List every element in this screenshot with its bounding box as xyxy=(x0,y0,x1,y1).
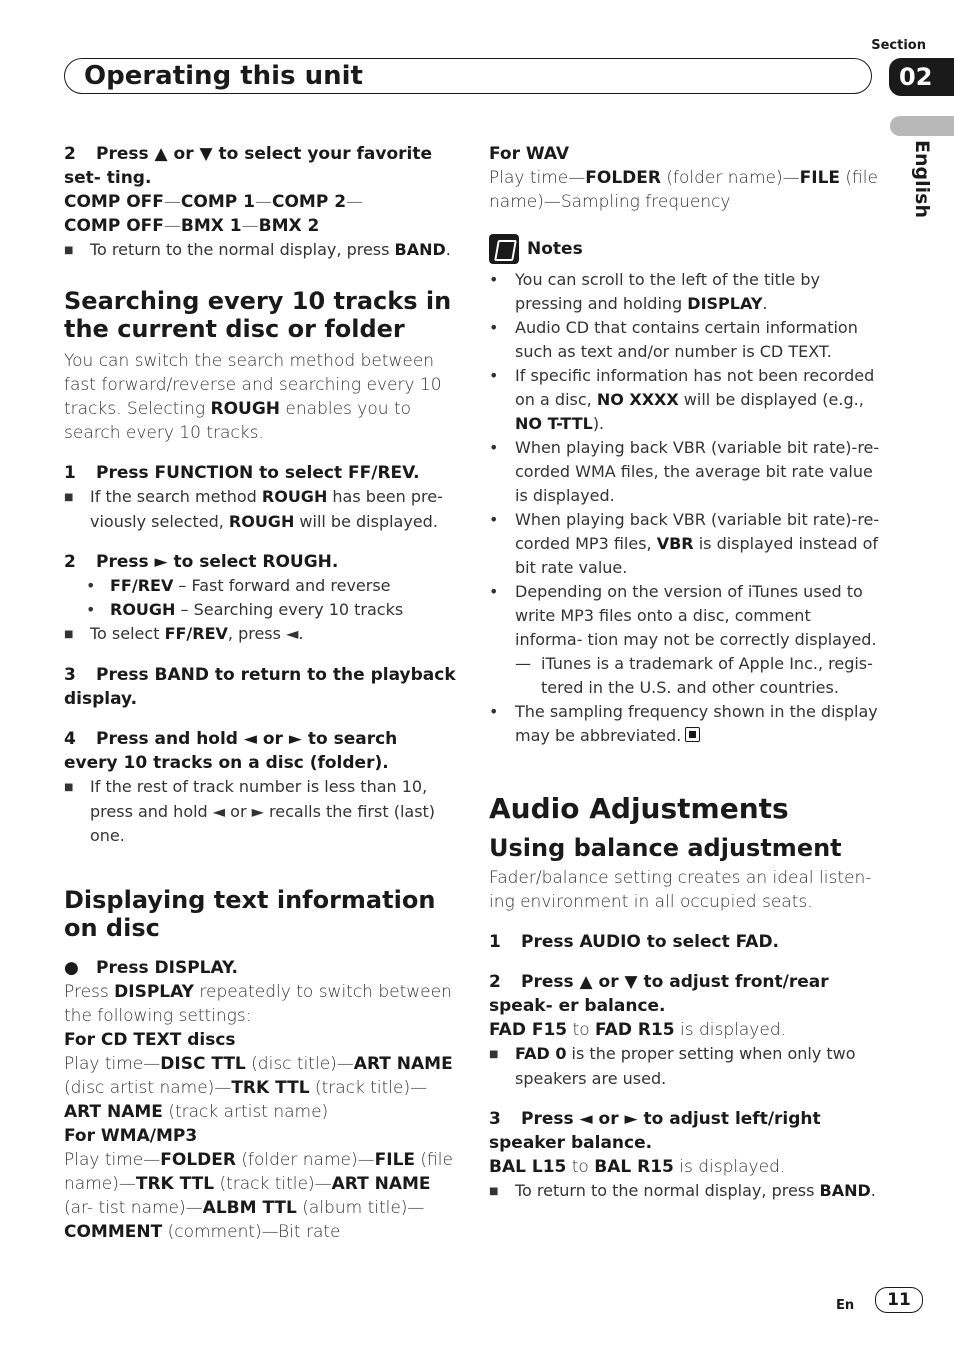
audio-adjustments-heading: Audio Adjustments xyxy=(489,792,789,825)
page-title: Operating this unit xyxy=(84,61,363,91)
cd-text-heading: For CD TEXT discs xyxy=(64,1030,236,1050)
search-step-2-note: ■ To select FF/REV, press ◄. xyxy=(64,622,456,647)
language-tab-label: English xyxy=(911,140,933,218)
wav-heading: For WAV xyxy=(489,144,570,164)
note-4: • When playing back VBR (variable bit rate)-re- corded WMA files, the average bit rate value is displayed. xyxy=(489,438,880,505)
end-of-section-icon xyxy=(685,727,700,742)
display-heading: Displaying text information on disc xyxy=(64,886,436,942)
balance-step-2-body: FAD F15 to FAD R15 is displayed. xyxy=(489,1020,787,1040)
language-tab-marker xyxy=(890,116,954,136)
search-step-1: 1 Press FUNCTION to select FF/REV. xyxy=(64,463,420,483)
cd-text-sequence: Play time—DISC TTL (disc title)—ART NAME (disc artist name)—TRK TTL (track title)— ART NAME (track artist name) xyxy=(64,1054,453,1122)
bullet-rough: • ROUGH – Searching every 10 tracks xyxy=(86,600,404,619)
page-number: 11 xyxy=(875,1287,923,1313)
note-6: • Depending on the version of iTunes used to write MP3 files onto a disc, comment informa- tion may not be correctly displayed. xyxy=(489,582,877,649)
balance-step-2: 2 Press ▲ or ▼ to adjust front/rear speak- er balance. xyxy=(489,972,829,1016)
left-column xyxy=(64,142,456,1244)
section-label: Section xyxy=(871,38,926,53)
search-heading: Searching every 10 tracks in the current disc or folder xyxy=(64,287,452,343)
search-step-4-note: ■ If the rest of track number is less than 10, press and hold ◄ or ► recalls the first (last) one. xyxy=(64,775,456,848)
note-5: • When playing back VBR (variable bit rate)-re- corded MP3 files, VBR is displayed instead of bit rate value. xyxy=(489,510,880,577)
right-column xyxy=(489,142,881,1204)
note-7: • The sampling frequency shown in the display may be abbreviated. xyxy=(489,702,878,745)
note-1: • You can scroll to the left of the title by pressing and holding DISPLAY. xyxy=(489,270,820,313)
note-3: • If specific information has not been recorded on a disc, NO XXXX will be displayed (e.g., NO T-TTL). xyxy=(489,366,875,433)
note-6-subnote: — iTunes is a trademark of Apple Inc., regis- tered in the U.S. and other countries. xyxy=(515,654,873,697)
balance-step-3-note: ■ To return to the normal display, press BAND. xyxy=(489,1179,881,1204)
balance-step-1: 1 Press AUDIO to select FAD. xyxy=(489,932,780,952)
step-2-compression: 2 Press ▲ or ▼ to select your favorite set- ting. xyxy=(64,144,433,188)
display-body: Press DISPLAY repeatedly to switch between the following settings: xyxy=(64,982,452,1026)
note-2: • Audio CD that contains certain information such as text and/or number is CD TEXT. xyxy=(489,318,858,361)
comp-options-line-1: COMP OFF—COMP 1—COMP 2— xyxy=(64,192,364,212)
search-step-2: 2 Press ► to select ROUGH. xyxy=(64,552,339,572)
balance-step-2-note: ■ FAD 0 is the proper setting when only two speakers are used. xyxy=(489,1042,881,1091)
balance-step-3-body: BAL L15 to BAL R15 is displayed. xyxy=(489,1157,786,1177)
balance-step-3: 3 Press ◄ or ► to adjust left/right speaker balance. xyxy=(489,1109,821,1153)
notes-pencil-icon xyxy=(489,234,519,264)
section-number-badge: 02 xyxy=(889,58,954,96)
comp-options-line-2: COMP OFF—BMX 1—BMX 2 xyxy=(64,216,320,236)
display-step: ● Press DISPLAY. xyxy=(64,958,238,978)
balance-heading: Using balance adjustment xyxy=(489,834,842,862)
return-note: ■ To return to the normal display, press BAND. xyxy=(64,238,456,263)
wav-sequence: Play time—FOLDER (folder name)—FILE (file name)—Sampling frequency xyxy=(489,168,878,212)
search-body: You can switch the search method between fast forward/reverse and searching every 10 tracks. Selecting ROUGH enables you to search every 10 tracks. xyxy=(64,351,442,443)
notes-header: Notes xyxy=(489,234,881,264)
footer-language: En xyxy=(836,1298,855,1313)
bullet-ffrev: • FF/REV – Fast forward and reverse xyxy=(86,576,391,595)
search-step-4: 4 Press and hold ◄ or ► to search every 10 tracks on a disc (folder). xyxy=(64,729,398,773)
wma-heading: For WMA/MP3 xyxy=(64,1126,198,1146)
search-step-3: 3 Press BAND to return to the playback display. xyxy=(64,665,456,709)
balance-body: Fader/balance setting creates an ideal listen- ing environment in all occupied seats. xyxy=(489,868,872,912)
wma-sequence: Play time—FOLDER (folder name)—FILE (file name)—TRK TTL (track title)—ART NAME (ar- tist name)—ALBM TTL (album title)— COMMENT (comment)—Bit rate xyxy=(64,1150,453,1242)
search-step-1-note: ■ If the search method ROUGH has been pre- viously selected, ROUGH will be displayed. xyxy=(64,485,456,534)
